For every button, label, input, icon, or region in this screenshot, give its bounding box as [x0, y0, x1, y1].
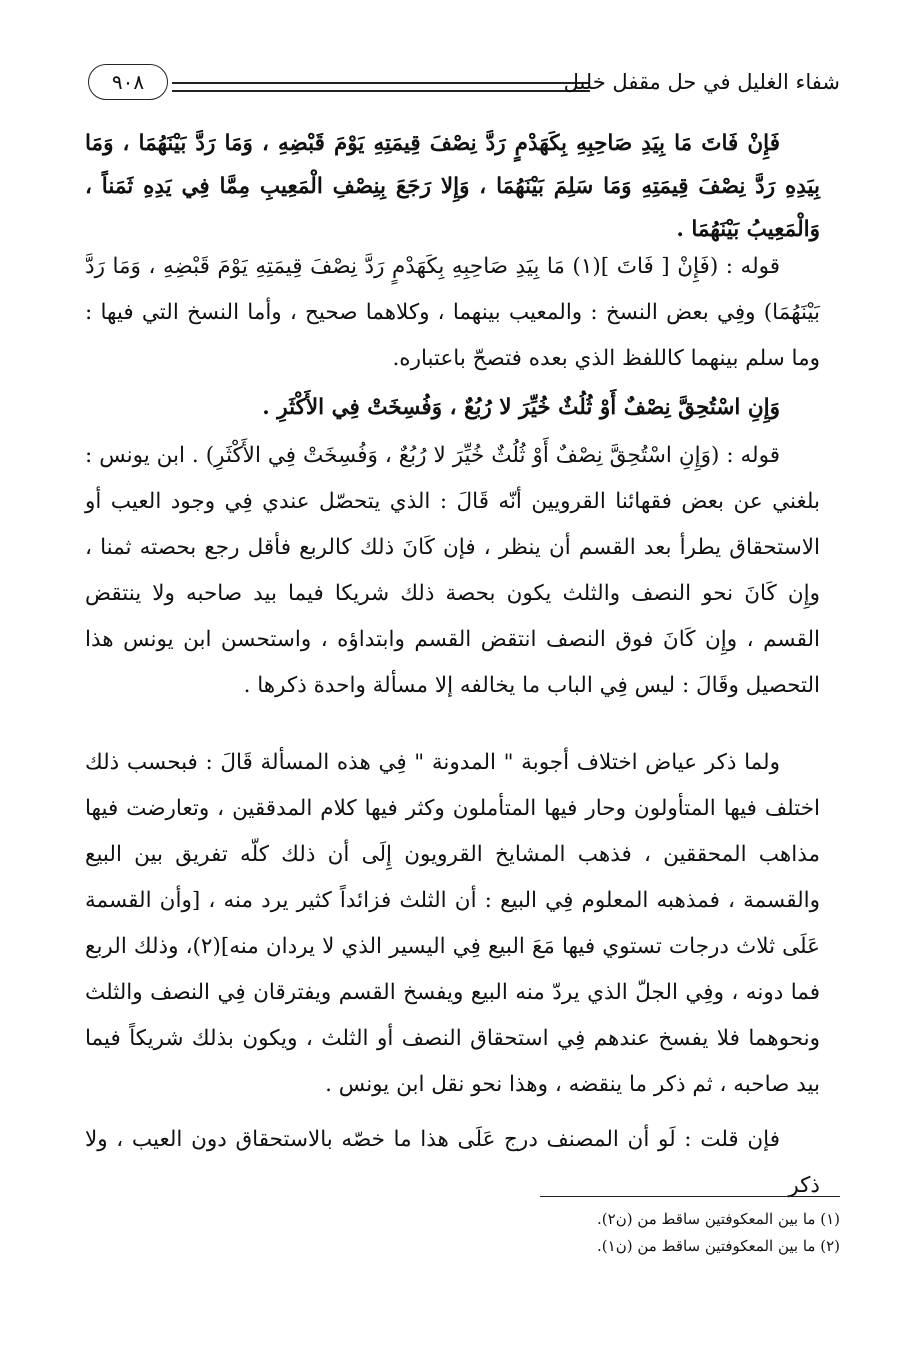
- running-title: شفاء الغليل في حل مقفل خليل: [563, 70, 840, 94]
- commentary-paragraph-1: قوله : (فَإِنْ [ فَاتَ ](١) مَا بِيَدِ صَاحِبِهِ بِكَهَدْمٍ رَدَّ نِصْفَ قِيمَتِهِ يَوْمَ قَبْضِهِ ، وَمَا رَدَّ بَيْنَهُمَا) وفِي بعض النسخ : والمعيب بينهما ، وكلاهما صحيح ، وأما النسخ التي فيها : وما سلم بينهما كاللفظ الذي بعده فتصحّ باعتباره.: [85, 254, 820, 371]
- footnote-1: (١) ما بين المعكوفتين ساقط من (ن٢).: [597, 1210, 840, 1228]
- commentary-paragraph-2: قوله : (وَإِنِ اسْتُحِقَّ نِصْفٌ أَوْ ثُلُثٌ خُيِّرَ لا رُبُعٌ ، وَفُسِخَتْ فِي الأَكْثَرِ) . ابن يونس : بلغني عن بعض فقهائنا القرويين أنّه قَالَ : الذي يتحصّل عندي فِي وجود العيب أو الاستحقاق يطرأ بعد القسم أن ينظر ، فإن كَانَ ذلك كالربع فأقل رجع بحصته ثمنا ، وإِن كَانَ نحو النصف والثلث يكون بحصة ذلك شريكا فيما بيد صاحبه ولا ينتقض القسم ، وإِن كَانَ فوق النصف انتقض القسم وابتداؤه ، واستحسن ابن يونس هذا التحصيل وقَالَ : ليس فِي الباب ما يخالفه إلا مسألة واحدة ذكرها .: [85, 443, 820, 698]
- footnote-2: (٢) ما بين المعكوفتين ساقط من (ن١).: [597, 1237, 840, 1255]
- commentary-paragraph-4: فإن قلت : لَو أن المصنف درج عَلَى هذا ما خصّه بالاستحقاق دون العيب ، ولا ذكر: [85, 1127, 820, 1198]
- page-header: [80, 58, 840, 108]
- commentary-paragraph-3: ولما ذكر عياض اختلاف أجوبة " المدونة " فِي هذه المسألة قَالَ : فبحسب ذلك اختلف فيها المتأولون وحار فيها المتأملون وكثر فيها كلام المدققين ، وتعارضت فيها مذاهب المحققين ، فذهب المشايخ القرويون إِلَى أن ذلك كلّه تفريق بين البيع والقسمة ، فمذهبه المعلوم فِي البيع : أن الثلث فزائداً كثير يرد منه ، [وأن القسمة عَلَى ثلاث درجات تستوي فيها مَعَ البيع فِي اليسير الذي لا يردان منه](٢)، وذلك الربع فما دونه ، وفِي الجلّ الذي يردّ منه البيع ويفسخ القسم ويفترقان فِي النصف والثلث ونحوهما فلا يفسخ عندهم فِي استحقاق النصف أو الثلث ، ويكون بذلك شريكاً فيما بيد صاحبه ، ثم ذكر ما ينقضه ، وهذا نحو نقل ابن يونس .: [85, 750, 820, 1097]
- footnotes: [520, 1206, 840, 1260]
- footnote-separator: [540, 1196, 840, 1197]
- matn-paragraph-2: وَإِنِ اسْتُحِقَّ نِصْفٌ أَوْ ثُلُثٌ خُيِّرَ لا رُبُعٌ ، وَفُسِخَتْ فِي الأَكْثَرِ .: [262, 395, 780, 420]
- header-rule: [172, 82, 590, 92]
- matn-paragraph-1: فَإِنْ فَاتَ مَا بِيَدِ صَاحِبِهِ بِكَهَدْمٍ رَدَّ نِصْفَ قِيمَتِهِ يَوْمَ قَبْضِهِ ، وَمَا رَدَّ بَيْنَهُمَا ، وَمَا بِيَدِهِ رَدَّ نِصْفَ قِيمَتِهِ وَمَا سَلِمَ بَيْنَهُمَا ، وَإِلا رَجَعَ بِنِصْفِ الْمَعِيبِ مِمَّا فِي يَدِهِ ثَمَناً ، وَالْمَعِيبُ بَيْنَهُمَا .: [85, 131, 820, 242]
- page-number: ٩٠٨: [88, 64, 168, 100]
